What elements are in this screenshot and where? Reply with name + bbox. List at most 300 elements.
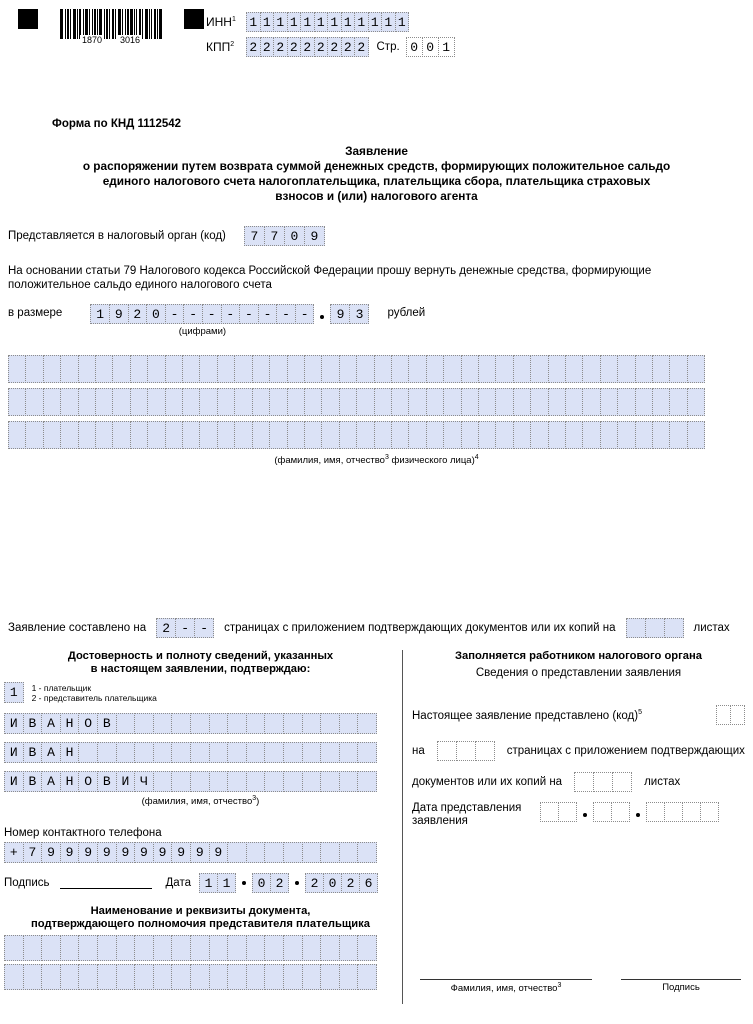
- cell: [443, 388, 461, 416]
- form-knd-code: Форма по КНД 1112542: [52, 118, 182, 130]
- officer-fio-label: Фамилия, имя, отчество$^3$: [450, 982, 562, 995]
- cell: [60, 355, 78, 383]
- cell: 1: [217, 873, 236, 893]
- sign-date-month-field[interactable]: [252, 873, 289, 893]
- kpp-field[interactable]: [246, 37, 369, 57]
- cell: [475, 741, 495, 761]
- cell: [8, 388, 26, 416]
- cell: [652, 421, 670, 449]
- cell: [582, 355, 600, 383]
- signer-type-field[interactable]: [4, 682, 24, 703]
- cell: [582, 421, 600, 449]
- cell: [548, 421, 566, 449]
- cell: А: [41, 713, 61, 734]
- cell: [134, 935, 154, 961]
- cell: [321, 388, 339, 416]
- cell: В: [23, 713, 43, 734]
- cell: [530, 355, 548, 383]
- attachment-sheets-field[interactable]: [626, 618, 684, 638]
- officer-fio-line[interactable]: [420, 979, 592, 980]
- cell: 1: [341, 12, 356, 32]
- cell: [426, 421, 444, 449]
- authority-doc-line-2[interactable]: [4, 964, 397, 990]
- cell: [408, 388, 426, 416]
- cell: [548, 388, 566, 416]
- cell: 2: [300, 37, 315, 57]
- cell: 9: [60, 842, 80, 863]
- cell: 2: [327, 37, 342, 57]
- cell: [95, 388, 113, 416]
- cell: [304, 355, 322, 383]
- cell: [287, 355, 305, 383]
- cell: [357, 964, 377, 990]
- cell: И: [4, 771, 24, 792]
- officer-sheets-text: листах: [644, 776, 681, 789]
- page-label: Стр.: [376, 41, 400, 53]
- cell: [565, 388, 583, 416]
- cell: [565, 421, 583, 449]
- cell: [130, 388, 148, 416]
- cell: 0: [284, 226, 305, 246]
- cell: [664, 618, 684, 638]
- cell: [443, 355, 461, 383]
- cell: [283, 771, 303, 792]
- cell: [209, 713, 229, 734]
- cell: [209, 935, 229, 961]
- legal-basis-text: На основании статьи 79 Налогового кодекса Российской Федерации прошу вернуть денежные средства, формирующие положительное сальдо единого налогового счета: [8, 265, 652, 291]
- cell: [246, 771, 266, 792]
- page-number-field[interactable]: [406, 37, 455, 57]
- cell: [478, 421, 496, 449]
- cell: [269, 355, 287, 383]
- cell: [190, 742, 210, 763]
- cell: [116, 964, 136, 990]
- submitted-code-label: Настоящее заявление представлено (код)$^5$: [412, 708, 642, 722]
- cell: [646, 802, 665, 822]
- cell: [130, 355, 148, 383]
- cell: [652, 355, 670, 383]
- decimal-dot: [320, 315, 324, 319]
- cell: [147, 388, 165, 416]
- cell: [116, 935, 136, 961]
- cell: 9: [41, 842, 61, 863]
- cell: [356, 421, 374, 449]
- cell: [171, 742, 191, 763]
- cell: 7: [244, 226, 265, 246]
- officer-header: Заполняется работником налогового органа: [454, 650, 703, 663]
- cell: 9: [97, 842, 117, 863]
- cell: [574, 772, 594, 792]
- cell: [495, 355, 513, 383]
- cell: [611, 802, 630, 822]
- cell: [153, 771, 173, 792]
- cell: [41, 935, 61, 961]
- cell: [304, 421, 322, 449]
- cell: И: [4, 713, 24, 734]
- cell: [356, 355, 374, 383]
- cell: [112, 355, 130, 383]
- given-name-field[interactable]: [4, 742, 397, 763]
- cell: О: [78, 771, 98, 792]
- date-dot-1: [242, 881, 246, 885]
- cell: [182, 355, 200, 383]
- cell: [78, 742, 98, 763]
- cell: [171, 713, 191, 734]
- cell: [495, 388, 513, 416]
- cell: [287, 388, 305, 416]
- cell: [426, 355, 444, 383]
- cell: [116, 742, 136, 763]
- cell: [199, 388, 217, 416]
- cell: [408, 421, 426, 449]
- officer-pages-field[interactable]: [437, 741, 495, 761]
- cell: 7: [23, 842, 43, 863]
- cell: [582, 388, 600, 416]
- cell: [408, 355, 426, 383]
- cell: -: [165, 304, 185, 324]
- cell: [461, 355, 479, 383]
- cell: 1: [354, 12, 369, 32]
- cell: [171, 964, 191, 990]
- cell: [600, 388, 618, 416]
- cell: [669, 355, 687, 383]
- cell: [264, 842, 284, 863]
- authority-doc-line-1[interactable]: [4, 935, 397, 961]
- cell: [391, 421, 409, 449]
- cell: [23, 964, 43, 990]
- officer-signature-label: Подпись: [662, 982, 700, 993]
- cell: 9: [78, 842, 98, 863]
- cell: [209, 742, 229, 763]
- cell: 1: [314, 12, 329, 32]
- signer-type-legend: 1 - плательщик 2 - представитель плательщика: [31, 682, 157, 703]
- phone-label: Номер контактного телефона: [4, 827, 162, 840]
- cell: Н: [60, 771, 80, 792]
- cell: [320, 771, 340, 792]
- cell: [617, 421, 635, 449]
- cell: [23, 935, 43, 961]
- cell: [357, 713, 377, 734]
- cell: [287, 421, 305, 449]
- cell: [269, 388, 287, 416]
- cell: [339, 713, 359, 734]
- submission-date-year-field[interactable]: [646, 802, 719, 822]
- cell: 9: [209, 842, 229, 863]
- cell: [461, 421, 479, 449]
- cell: В: [23, 742, 43, 763]
- cell: 9: [304, 226, 325, 246]
- cell: 0: [323, 873, 342, 893]
- submission-code-field[interactable]: [716, 705, 745, 725]
- made-on-label: Заявление составлено на: [8, 622, 147, 635]
- cell: [78, 355, 96, 383]
- cell: [321, 355, 339, 383]
- cell: [112, 388, 130, 416]
- cell: [8, 355, 26, 383]
- inn-label: ИНН$^1$: [206, 15, 236, 29]
- cell: [95, 421, 113, 449]
- cell: [669, 388, 687, 416]
- cell: [116, 713, 136, 734]
- cell: [530, 388, 548, 416]
- cell: [78, 935, 98, 961]
- cell: О: [78, 713, 98, 734]
- made-on-mid-label: страницах с приложением подтверждающих документов или их копий на: [224, 622, 616, 635]
- cell: 9: [171, 842, 191, 863]
- cell: [217, 388, 235, 416]
- cell: [374, 355, 392, 383]
- cell: [182, 421, 200, 449]
- cell: [209, 771, 229, 792]
- tax-officer-section: [402, 650, 753, 1004]
- cell: [530, 421, 548, 449]
- cell: [43, 421, 61, 449]
- cell: [165, 355, 183, 383]
- cell: [227, 742, 247, 763]
- cell: [478, 388, 496, 416]
- cell: [234, 355, 252, 383]
- cell: [234, 388, 252, 416]
- cell: [171, 771, 191, 792]
- cell: [357, 742, 377, 763]
- cell: [374, 388, 392, 416]
- cell: [153, 742, 173, 763]
- cell: [134, 713, 154, 734]
- cell: -: [202, 304, 222, 324]
- cell: [60, 388, 78, 416]
- cell: А: [41, 742, 61, 763]
- cell: [4, 935, 24, 961]
- cell: [264, 713, 284, 734]
- cell: [97, 742, 117, 763]
- cell: 7: [264, 226, 285, 246]
- authority-doc-header: Наименование и реквизиты документа, подтверждающего полномочия представителя плательщика: [31, 905, 370, 931]
- cell: [147, 421, 165, 449]
- cell: [95, 355, 113, 383]
- amount-rubles-field[interactable]: [90, 304, 314, 324]
- cell: 1: [260, 12, 275, 32]
- cell: -: [258, 304, 278, 324]
- cell: [617, 388, 635, 416]
- cell: 1: [273, 12, 288, 32]
- cell: [339, 742, 359, 763]
- cell: 2: [314, 37, 329, 57]
- cell: [217, 421, 235, 449]
- cell: [43, 388, 61, 416]
- cell: [456, 741, 476, 761]
- cell: В: [97, 771, 117, 792]
- officer-date-dot-1: [583, 813, 587, 817]
- cell: [320, 713, 340, 734]
- cell: 2: [270, 873, 289, 893]
- cell: 9: [134, 842, 154, 863]
- cell: [78, 964, 98, 990]
- fio-caption: (фамилия, имя, отчество$^3$ физического лица)$^4$: [274, 454, 479, 467]
- cell: [190, 771, 210, 792]
- cell: [391, 388, 409, 416]
- cell: [513, 421, 531, 449]
- cell: [153, 713, 173, 734]
- cell: [565, 355, 583, 383]
- cell: [246, 964, 266, 990]
- cell: [264, 935, 284, 961]
- cell: [339, 964, 359, 990]
- submission-date-month-field[interactable]: [593, 802, 630, 822]
- on-label: на: [412, 745, 425, 758]
- pages-count-field[interactable]: [156, 618, 214, 638]
- cell: 9: [153, 842, 173, 863]
- cell: [264, 771, 284, 792]
- tax-authority-code-field[interactable]: [244, 226, 325, 246]
- patronymic-field[interactable]: [4, 771, 397, 792]
- cell: [617, 355, 635, 383]
- cell: И: [116, 771, 136, 792]
- cell: [320, 842, 340, 863]
- cell: В: [97, 713, 117, 734]
- cell: -: [175, 618, 195, 638]
- cell: [669, 421, 687, 449]
- cell: -: [276, 304, 296, 324]
- cell: [321, 421, 339, 449]
- cell: [112, 421, 130, 449]
- cell: [356, 388, 374, 416]
- sign-date-day-field[interactable]: [199, 873, 236, 893]
- cell: [495, 421, 513, 449]
- sheets-unit-label: листах: [693, 622, 730, 635]
- cell: 1: [4, 682, 24, 703]
- cell: [97, 935, 117, 961]
- cell: 6: [359, 873, 378, 893]
- cell: [165, 388, 183, 416]
- cell: [199, 421, 217, 449]
- cell: [134, 964, 154, 990]
- phone-field[interactable]: [4, 842, 397, 863]
- fio-line-2[interactable]: [8, 388, 745, 416]
- cell: [190, 964, 210, 990]
- cell: [357, 935, 377, 961]
- cell: [97, 964, 117, 990]
- cell: -: [183, 304, 203, 324]
- cell: [25, 388, 43, 416]
- cell: [540, 802, 559, 822]
- cell: [227, 964, 247, 990]
- cell: [199, 355, 217, 383]
- inn-field[interactable]: [246, 12, 409, 32]
- cell: 2: [305, 873, 324, 893]
- cell: [716, 705, 731, 725]
- cell: [60, 935, 80, 961]
- cell: [60, 421, 78, 449]
- officer-docs-text: документов или их копий на: [412, 776, 563, 789]
- cell: [558, 802, 577, 822]
- cell: [682, 802, 701, 822]
- cell: [182, 388, 200, 416]
- cell: [283, 842, 303, 863]
- form-title: Заявление о распоряжении путем возврата суммой денежных средств, формирующих положительное сальдо единого налогового счета налогоплательщика, плательщика сбора, плательщика страховых взносов и (или) налогового агента: [82, 144, 671, 203]
- cell: [320, 935, 340, 961]
- cell: [600, 355, 618, 383]
- cell: [269, 421, 287, 449]
- cell: 9: [190, 842, 210, 863]
- cell: [461, 388, 479, 416]
- cell: [302, 742, 322, 763]
- cell: [25, 421, 43, 449]
- cell: 1: [199, 873, 218, 893]
- cell: 1: [395, 12, 410, 32]
- cell: 0: [252, 873, 271, 893]
- cell: 2: [354, 37, 369, 57]
- cell: [283, 713, 303, 734]
- cell: [78, 388, 96, 416]
- cell: Н: [60, 713, 80, 734]
- submission-date-day-field[interactable]: [540, 802, 577, 822]
- amount-kopecks-field[interactable]: [330, 304, 369, 324]
- cell: 2: [273, 37, 288, 57]
- registration-mark-right: [184, 9, 204, 29]
- cell: 9: [116, 842, 136, 863]
- signer-fio-caption: (фамилия, имя, отчество$^3$): [141, 795, 260, 808]
- date-label: Дата: [165, 877, 191, 890]
- cell: [339, 421, 357, 449]
- cell: -: [239, 304, 259, 324]
- officer-signature-line[interactable]: [621, 979, 741, 980]
- cell: [227, 935, 247, 961]
- sign-date-year-field[interactable]: [305, 873, 378, 893]
- cell: [600, 421, 618, 449]
- cell: 1: [246, 12, 261, 32]
- cell: [700, 802, 719, 822]
- cell: [339, 842, 359, 863]
- cell: [357, 771, 377, 792]
- fio-line-1[interactable]: [8, 355, 745, 383]
- cell: [357, 842, 377, 863]
- cell: [304, 388, 322, 416]
- signature-label: Подпись: [4, 877, 50, 890]
- cell: [593, 802, 612, 822]
- cell: [252, 421, 270, 449]
- currency-label: рублей: [387, 307, 426, 319]
- cell: 1: [381, 12, 396, 32]
- cell: -: [221, 304, 241, 324]
- cell: [264, 742, 284, 763]
- cell: 0: [422, 37, 439, 57]
- signature-line[interactable]: [60, 877, 152, 889]
- cell: А: [41, 771, 61, 792]
- officer-subheader: Сведения о представлении заявления: [475, 667, 682, 680]
- cell: [246, 842, 266, 863]
- cell: В: [23, 771, 43, 792]
- cell: [645, 618, 665, 638]
- fio-line-3[interactable]: [8, 421, 745, 449]
- cell: 2: [246, 37, 261, 57]
- cell: 1: [300, 12, 315, 32]
- cell: [513, 355, 531, 383]
- cell: [252, 355, 270, 383]
- surname-field[interactable]: [4, 713, 397, 734]
- cell: -: [295, 304, 315, 324]
- cell: [147, 355, 165, 383]
- submission-date-label: Дата представления заявления: [412, 802, 522, 828]
- cell: [426, 388, 444, 416]
- cell: [652, 388, 670, 416]
- officer-sheets-field[interactable]: [574, 772, 632, 792]
- officer-pages-text: страницах с приложением подтверждающих: [506, 745, 745, 758]
- cell: [339, 771, 359, 792]
- taxpayer-confirmation-section: [0, 650, 402, 1004]
- barcode-number: 1870 3016: [81, 35, 141, 45]
- cell: [283, 935, 303, 961]
- cell: 1: [287, 12, 302, 32]
